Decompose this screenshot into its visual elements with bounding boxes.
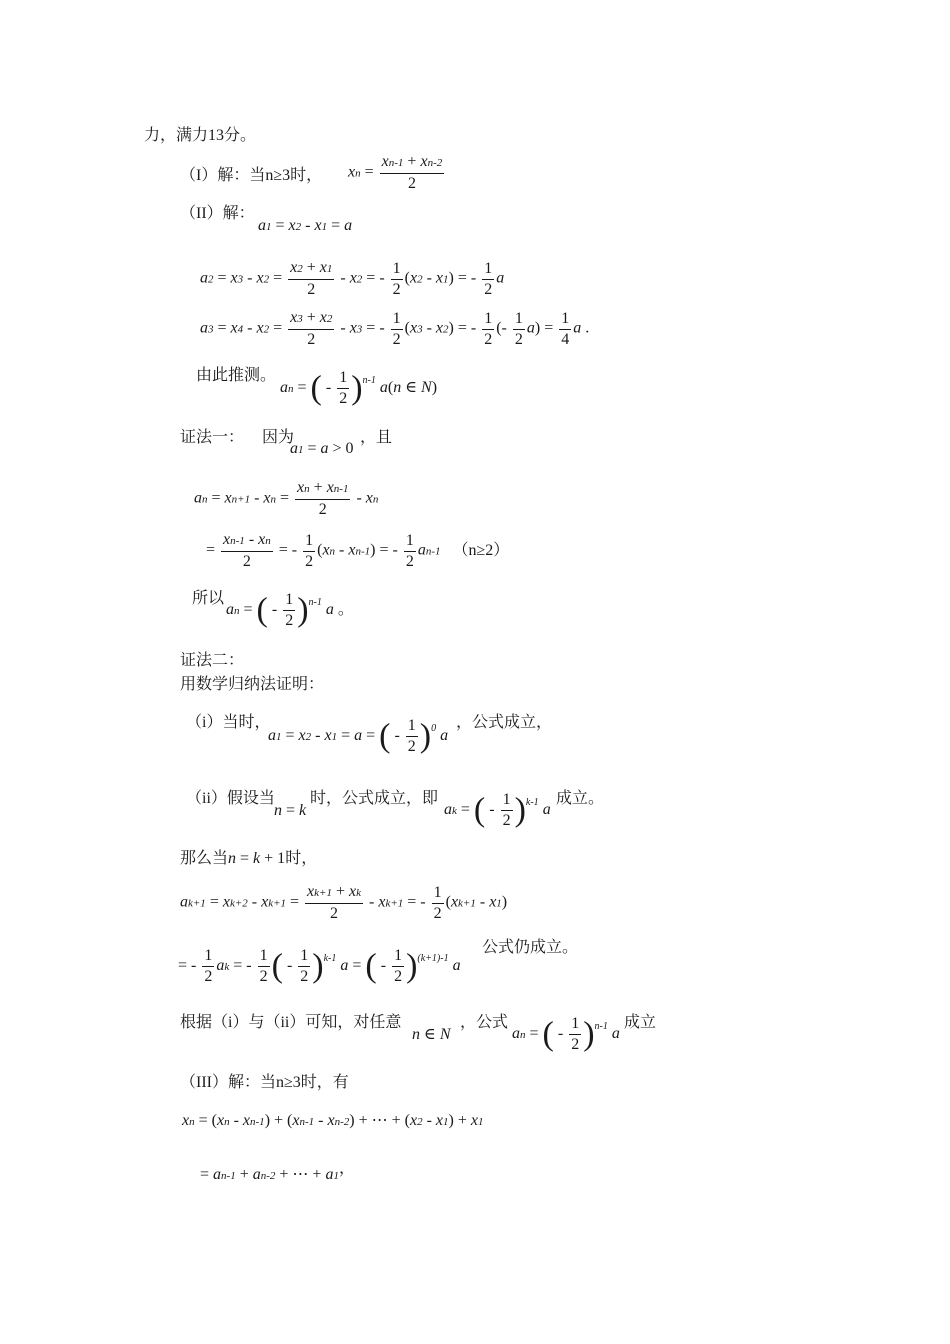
and-word: ，且 (360, 429, 393, 446)
formula-a3: a3 = x4 - x2 = $\frac{x3 + x2}{2}$ - x3 = - $\frac{1}{2}$ (x3 - x2) = - $\frac{1}{2}$ (- $\frac{1}{2}$ a) = $\frac{1}{4}$ a . (200, 309, 590, 348)
conclusion-mid: ，公式 (460, 1014, 509, 1031)
n-ge-2-note: （n≥2） (452, 541, 510, 559)
proof-one-label: 证法一： (180, 429, 245, 446)
formula-a1: a1 = x2 - x1 = a (258, 217, 353, 234)
step-ii-mid: 时，公式成立，即 (310, 790, 439, 807)
formula-ak1-step2: = - $\frac{1}{2}$ ak = - $\frac{1}{2}$ ( - $\frac{1}{2}$ )$^{k-1}$ a = ( - $\frac{1}{2}$ )$^{(k+1)-1}$ a (178, 947, 461, 985)
part-one-label: （I）解：当n≥3时， (180, 167, 323, 184)
part-two-label: （II）解： (180, 205, 255, 222)
still-holds: 公式仍成立。 (482, 939, 579, 956)
formula-an-result: an = ( - $\frac{1}{2}$ )$^{n-1}$ a 。 (226, 591, 354, 629)
formula-a2: a2 = x3 - x2 = $\frac{x2 + x1}{2}$ - x2 = - $\frac{1}{2}$ (x2 - x1) = - $\frac{1}{2}$ a (200, 259, 505, 298)
then-row: 那么当n = k + 1时， (180, 850, 318, 867)
formula-n-eq-k: n = k (274, 802, 307, 819)
step-i-tail: ，公式成立， (456, 714, 553, 731)
formula-guess: an = ( - $\frac{1}{2}$ )$^{n-1}$ a(n ∈ N) (280, 369, 438, 407)
formula-ak1-step1: ak+1 = xk+2 - xk+1 = $\frac{xk+1 + xk}{2}$ - xk+1 = - $\frac{1}{2}$ (xk+1 - x1) (180, 883, 508, 922)
period-mark: 。 (337, 601, 354, 619)
part-three-label: （III）解：当n≥3时，有 (180, 1074, 349, 1091)
induction-method: 用数学归纳法证明： (180, 676, 325, 693)
formula-xn-telescoping: xn = (xn - xn-1) + (xn-1 - xn-2) + ⋯ + (x2 - x1) + x1 (182, 1112, 484, 1129)
formula-base-case: a1 = x2 - x1 = a = ( - $\frac{1}{2}$ )$^0$ a (268, 717, 449, 755)
because-word: 因为 (262, 429, 295, 446)
then-label: 那么当 (180, 850, 229, 867)
formula-sum-a: = an-1 + an-2 + ⋯ + a1， (200, 1160, 355, 1183)
formula-an-step1: an = xn+1 - xn = $\frac{xn + xn-1}{2}$ - xn (194, 479, 379, 518)
step-ii-label: （ii）假设当 (186, 790, 275, 807)
trailing-comma: ， (338, 1160, 355, 1177)
proof-one-header (180, 427, 294, 449)
formula-xn-recurrence: xn = $\frac{xn-1 + xn-2}{2}$ (348, 153, 443, 192)
step-ii-tail: 成立。 (556, 790, 605, 807)
step-i-label: （i）当时， (186, 714, 271, 731)
so-word: 所以 (192, 590, 225, 607)
intro-text: 力，满力13分。 (144, 127, 257, 144)
formula-general-term: an = ( - $\frac{1}{2}$ )$^{n-1}$ a (512, 1015, 620, 1053)
guess-label: 由此推测。 (196, 367, 277, 384)
then-tail: 时， (285, 850, 318, 867)
proof-two-label: 证法二： (180, 652, 245, 669)
formula-a1-positive: a1 = a > 0 (290, 440, 354, 457)
formula-an-step2: = $\frac{xn-1 - xn}{2}$ = - $\frac{1}{2}$ (xn - xn-1) = - $\frac{1}{2}$ an-1 （n≥2） (206, 531, 510, 570)
conclusion-label: 根据（i）与（ii）可知，对任意 (180, 1014, 402, 1031)
formula-hypothesis: ak = ( - $\frac{1}{2}$ )$^{k-1}$ a (444, 791, 551, 829)
formula-n-in-N: n ∈ N (412, 1026, 451, 1043)
part-one (180, 165, 322, 187)
conclusion-tail: 成立 (624, 1014, 657, 1031)
